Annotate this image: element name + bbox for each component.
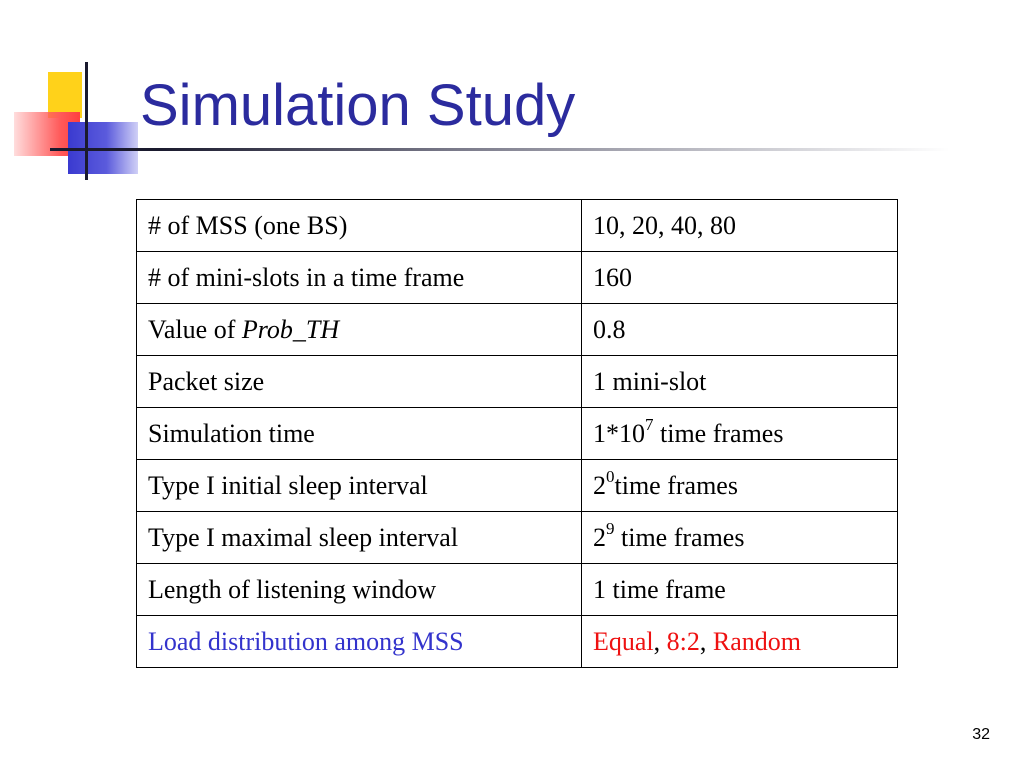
page-number: 32: [972, 726, 990, 743]
param-value: 0.8: [582, 304, 898, 356]
param-value: 1 mini-slot: [582, 356, 898, 408]
param-label: Type I initial sleep interval: [137, 460, 582, 512]
table-row: [137, 512, 898, 564]
param-label: Packet size: [137, 356, 582, 408]
table-row: [137, 252, 898, 304]
param-value: 1 time frame: [582, 564, 898, 616]
param-value: [582, 616, 898, 668]
value-equal: Equal: [593, 626, 654, 656]
param-value: [582, 408, 898, 460]
table-row: [137, 356, 898, 408]
value-suffix: time frames: [614, 470, 738, 500]
param-label: # of mini-slots in a time frame: [137, 252, 582, 304]
decorative-logo: [0, 0, 140, 180]
value-random: Random: [712, 626, 801, 656]
value-base: 2: [593, 522, 606, 552]
table-row: [137, 564, 898, 616]
param-label: [137, 304, 582, 356]
param-label: Length of listening window: [137, 564, 582, 616]
slide-title: Simulation Study: [140, 73, 576, 138]
value-ratio: 8:2: [666, 626, 700, 656]
param-label-prefix: Value of: [148, 314, 242, 344]
value-suffix: time frames: [653, 418, 784, 448]
param-value: [582, 460, 898, 512]
value-separator: ,: [653, 626, 667, 656]
value-separator: ,: [699, 626, 713, 656]
param-label: # of MSS (one BS): [137, 200, 582, 252]
title-underline: [50, 148, 950, 151]
param-value: [582, 512, 898, 564]
param-label: Type I maximal sleep interval: [137, 512, 582, 564]
param-value: 10, 20, 40, 80: [582, 200, 898, 252]
table-row: [137, 616, 898, 668]
table-row: [137, 460, 898, 512]
parameters-table: [136, 199, 898, 668]
param-label-highlighted: Load distribution among MSS: [137, 616, 582, 668]
value-suffix: time frames: [614, 522, 745, 552]
value-exponent: 0: [606, 466, 615, 486]
table-row: [137, 200, 898, 252]
table-row: [137, 408, 898, 460]
param-label: Simulation time: [137, 408, 582, 460]
vertical-line-decoration: [85, 62, 88, 180]
param-value: 160: [582, 252, 898, 304]
value-exponent: 7: [645, 414, 654, 434]
value-base: 1*10: [593, 418, 645, 448]
param-label-emphasis: Prob_TH: [241, 314, 340, 344]
table-row: [137, 304, 898, 356]
value-exponent: 9: [606, 518, 615, 538]
value-base: 2: [593, 470, 606, 500]
